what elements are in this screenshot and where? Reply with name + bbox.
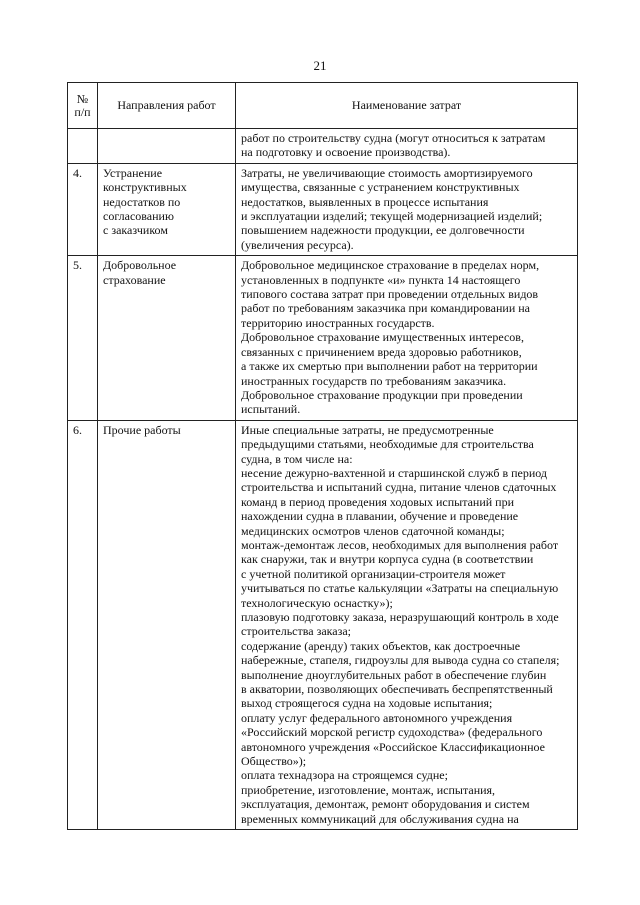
table-row [68, 129, 578, 164]
table-row [68, 163, 578, 255]
table-header-row [68, 83, 578, 129]
table-row [68, 420, 578, 829]
header-number: № п/п [68, 83, 98, 129]
row-direction: Прочие работы [98, 420, 236, 829]
row-number [68, 129, 98, 164]
row-costs: Добровольное медицинское страхование в пределах норм, установленных в подпункте «и» пункта 14 настоящего типового состава затрат при проведении отдельных видов работ по требованиям заказчика при командировании на территорию иностранных государств. Добровольное страхование имущественных интересов, связанных с причинением вреда здоровью работников, а также их смертью при выполнении работ на территории иностранных государств по требованиям заказчика. Добровольное страхование продукции при проведении испытаний. [236, 256, 578, 420]
row-direction [98, 129, 236, 164]
row-number: 6. [68, 420, 98, 829]
row-costs: работ по строительству судна (могут относиться к затратам на подготовку и освоение производства). [236, 129, 578, 164]
row-number: 4. [68, 163, 98, 255]
row-costs: Иные специальные затраты, не предусмотренные предыдущими статьями, необходимые для строительства судна, в том числе на: несение дежурно-вахтенной и старшинской служб в период строительства и испытаний судна, питание членов сдаточных команд в период проведения ходовых испытаний при нахождении судна в плавании, обучение и проведение медицинских осмотров членов сдаточной команды; монтаж-демонтаж лесов, необходимых для выполнения работ как снаружи, так и внутри корпуса судна (в соответствии с учетной политикой организации-строителя может учитываться по статье калькуляции «Затраты на специальную технологическую оснастку»); плазовую подготовку заказа, неразрушающий контроль в ходе строительства заказа; содержание (аренду) таких объектов, как достроечные набережные, стапеля, гидроузлы для вывода судна со стапеля; выполнение дноуглубительных работ в обеспечение глубин в акватории, позволяющих обеспечивать беспрепятственный выход строящегося судна на ходовые испытания; оплату услуг федерального автономного учреждения «Российский морской регистр судоходства» (федерального автономного учреждения «Российское Классификационное Общество»); оплата технадзора на строящемся судне; приобретение, изготовление, монтаж, испытания, эксплуатация, демонтаж, ремонт оборудования и систем временных коммуникаций для обслуживания судна на [236, 420, 578, 829]
costs-table [67, 82, 578, 830]
header-direction: Направления работ [98, 83, 236, 129]
page-number: 21 [313, 58, 327, 73]
table-row [68, 256, 578, 420]
row-costs: Затраты, не увеличивающие стоимость амортизируемого имущества, связанные с устранением конструктивных недостатков, выявленных в процессе испытания и эксплуатации изделий; текущей модернизацией изделий; повышением надежности продукции, ее долговечности (увеличения ресурса). [236, 163, 578, 255]
header-costs: Наименование затрат [236, 83, 578, 129]
row-direction: Устранение конструктивных недостатков по согласованию с заказчиком [98, 163, 236, 255]
row-direction: Добровольное страхование [98, 256, 236, 420]
row-number: 5. [68, 256, 98, 420]
